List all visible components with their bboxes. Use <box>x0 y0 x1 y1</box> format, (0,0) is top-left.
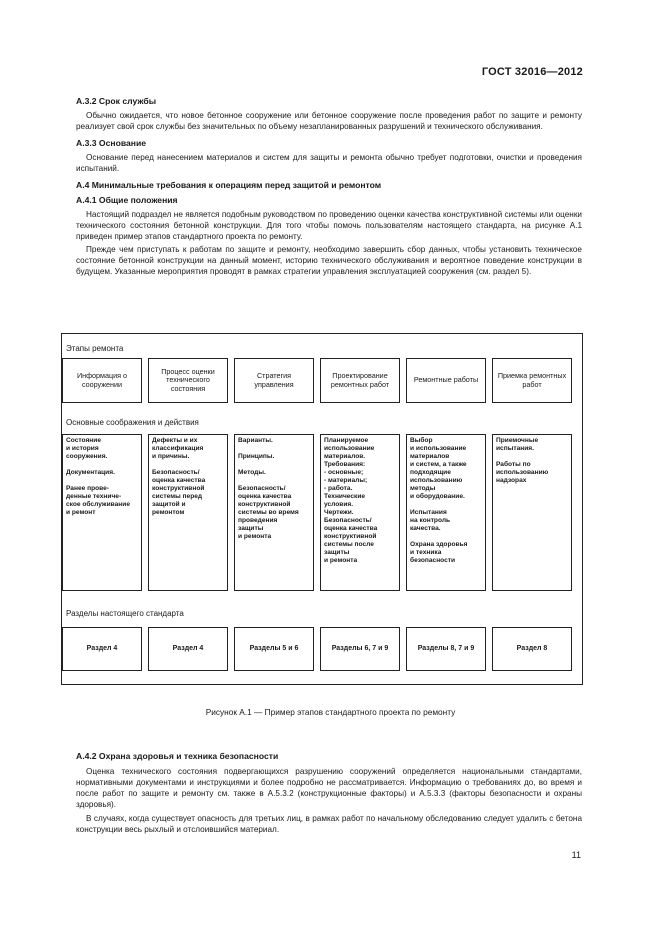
section-box-4: Разделы 6, 7 и 9 <box>320 627 400 671</box>
paragraph-safety-1: Оценка технического состояния подвергающихся разрушению сооружений определяется национальными стандартами, нормативными документами и инструкциями и более подробно не рассматривается. Информацию о требованиях до, во время и после работ по защите и ремонту см. также в А.5.3.2 (конструкционные факторы) и А.5.3.3 (факторы безопасности и охраны здоровья). <box>76 767 582 809</box>
paragraph-service-life: Обычно ожидается, что новое бетонное сооружение или бетонное сооружение после проведения работ по защите и ремонту реализует свой срок службы без значительных по объему незапланированных разрушений и технического обслуживания. <box>76 111 582 131</box>
stage-box-1: Информация о сооружении <box>62 358 142 403</box>
figure-caption: Рисунок А.1 — Пример этапов стандартного проекта по ремонту <box>205 707 456 717</box>
document-header-standard: ГОСТ 32016—2012 <box>481 66 583 78</box>
section-box-2: Раздел 4 <box>148 627 228 671</box>
actions-box-1: Состояние и история сооружения. Документация. Ранее прове- денные техниче- ское обслуживание и ремонт <box>62 434 142 591</box>
section-box-1: Раздел 4 <box>62 627 142 671</box>
actions-box-4: Планируемое использование материалов. Требования: - основные; - материалы; - работа. Технические условия. Чертежи. Безопасность/ оценка качества конструктивной системы после защиты и ремонта <box>320 434 400 591</box>
subsection-heading-a33: А.3.3 Основание <box>76 138 147 148</box>
section-box-3: Разделы 5 и 6 <box>234 627 314 671</box>
subsection-heading-a32: А.3.2 Срок службы <box>76 96 157 106</box>
actions-box-6: Приемочные испытания. Работы по использованию надзорах <box>492 434 572 591</box>
section-box-6: Раздел 8 <box>492 627 572 671</box>
stages-title: Этапы ремонта <box>66 344 124 353</box>
section-box-5: Разделы 8, 7 и 9 <box>406 627 486 671</box>
stage-box-2: Процесс оценки технического состояния <box>148 358 228 403</box>
actions-title: Основные соображения и действия <box>66 418 199 427</box>
paragraph-general-2: Прежде чем приступать к работам по защите и ремонту, необходимо завершить сбор данных, чтобы установить техническое состояние бетонной конструкции на данный момент, историю технического обслуживания и вероятное поведение конструкции в будущем. Указанные мероприятия проводят в рамках стратегии управления эксплуатацией сооружения (см. раздел 5). <box>76 245 582 276</box>
paragraph-safety-2: В случаях, когда существует опасность для третьих лиц, в рамках работ по начальному обследованию следует удалить с бетона конструкции весь рыхлый и отслоившийся материал. <box>76 814 582 834</box>
paragraph-general-1: Настоящий подраздел не является подобным руководством по проведению оценки качества конструктивной системы или оценки технического состояния бетонной конструкции. Для того чтобы помочь пользователям настоящего стандарта, на рисунке А.1 приведен пример этапов стандартного проекта по ремонту. <box>76 210 582 241</box>
figure-repair-stages <box>61 333 583 685</box>
text-block-bottom <box>76 751 582 835</box>
actions-box-2: Дефекты и их классификация и причины. Безопасность/ оценка качества конструктивной системы перед защитой и ремонтом <box>148 434 228 591</box>
stage-box-4: Проектирование ремонтных работ <box>320 358 400 403</box>
stage-box-6: Приемка ремонтных работ <box>492 358 572 403</box>
sections-title: Разделы настоящего стандарта <box>66 609 184 618</box>
paragraph-base: Основание перед нанесением материалов и систем для защиты и ремонта обычно требует подготовки, очистки и проведения испытаний. <box>76 153 582 173</box>
text-block-top <box>76 96 582 277</box>
page-number: 11 <box>571 850 581 860</box>
stage-box-5: Ремонтные работы <box>406 358 486 403</box>
actions-box-3: Варианты. Принципы. Методы. Безопасность/ оценка качества конструктивной системы во время проведения защиты и ремонта <box>234 434 314 591</box>
actions-box-5: Выбор и использование материалов и систем, а также подходящие использованию методы и оборудование. Испытания на контроль качества. Охрана здоровья и техника безопасности <box>406 434 486 591</box>
section-heading-a4: А.4 Минимальные требования к операциям перед защитой и ремонтом <box>76 180 382 190</box>
stage-box-3: Стратегия управления <box>234 358 314 403</box>
subsection-heading-a42: А.4.2 Охрана здоровья и техника безопасности <box>76 751 279 761</box>
subsection-heading-a41: А.4.1 Общие положения <box>76 195 178 205</box>
